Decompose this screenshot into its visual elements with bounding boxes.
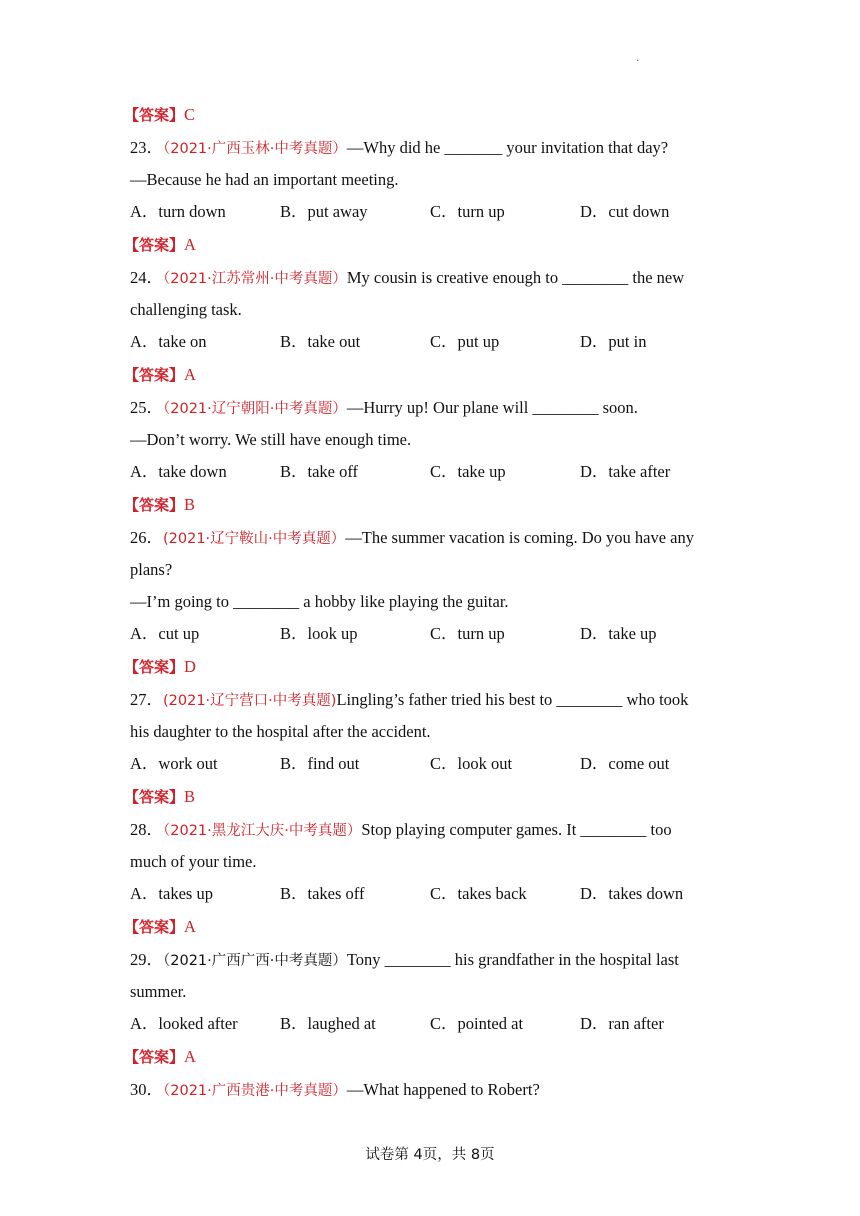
answer-label: 【答案】 [124, 366, 185, 384]
question-stem [130, 522, 740, 554]
answer-line [124, 910, 740, 944]
answer-line [124, 650, 740, 684]
answer-label: 【答案】 [124, 788, 185, 806]
option-a: A．take on [130, 332, 207, 351]
option-c: C．takes back [430, 884, 527, 903]
options-row [130, 456, 740, 488]
answer-line [124, 228, 740, 262]
answer-label: 【答案】 [124, 918, 185, 936]
answer-letter: A [184, 365, 196, 384]
option-d: D．take after [580, 462, 671, 481]
option-a: A．take down [130, 462, 227, 481]
question-text: —Why did he _______ your invitation that day? [346, 138, 669, 157]
questions-content [124, 98, 740, 1106]
question-block [124, 262, 740, 392]
options-row [130, 878, 740, 910]
option-a: A．work out [130, 754, 218, 773]
question-stem [130, 132, 740, 164]
answer-label: 【答案】 [124, 658, 185, 676]
header-mark: · [636, 56, 640, 67]
answer-letter: B [184, 787, 196, 806]
question-text-line: summer. [130, 982, 187, 1001]
question-source: （2021·江苏常州·中考真题） [163, 271, 347, 287]
answer-label: 【答案】 [124, 496, 185, 514]
question-number: 28． [130, 820, 163, 839]
answer-letter: A [184, 1047, 196, 1066]
answer-line [124, 488, 740, 522]
question-stem [130, 392, 740, 424]
option-b: B．put away [280, 202, 368, 221]
answer-label: 【答案】 [124, 1048, 185, 1066]
answer-letter: D [184, 657, 196, 676]
option-d: D．takes down [580, 884, 684, 903]
options-row [130, 748, 740, 780]
option-c: C．look out [430, 754, 513, 773]
option-d: D．put in [580, 332, 647, 351]
question-block [124, 944, 740, 1074]
question-text: —The summer vacation is coming. Do you have any [345, 528, 694, 547]
answer-letter: A [184, 917, 196, 936]
question-text: Lingling’s father tried his best to ________ who took [336, 690, 689, 709]
answer-line [124, 780, 740, 814]
answer-line [124, 98, 740, 132]
question-number: 29． [130, 950, 163, 969]
question-text-line: —I’m going to ________ a hobby like playing the guitar. [130, 592, 509, 611]
answer-line [124, 1040, 740, 1074]
answer-label: 【答案】 [124, 236, 185, 254]
question-stem [130, 944, 740, 976]
option-d: D．come out [580, 754, 670, 773]
options-row [130, 618, 740, 650]
question-text-line: his daughter to the hospital after the accident. [130, 722, 431, 741]
question-block [130, 1074, 740, 1106]
question-source: （2021·广西贵港·中考真题） [163, 1083, 347, 1099]
option-b: B．find out [280, 754, 360, 773]
option-d: D．ran after [580, 1014, 664, 1033]
question-source: （2021·黑龙江大庆·中考真题） [163, 823, 362, 839]
question-stem [130, 1074, 740, 1106]
options-row [130, 326, 740, 358]
question-stem [130, 684, 740, 716]
answer-letter: A [184, 235, 196, 254]
answer-label: 【答案】 [124, 106, 185, 124]
question-block [124, 392, 740, 522]
question-block [124, 132, 740, 262]
answer-line [124, 358, 740, 392]
option-a: A．takes up [130, 884, 213, 903]
question-block [124, 522, 740, 684]
options-row [130, 1008, 740, 1040]
question-number: 25． [130, 398, 163, 417]
question-text-line: much of your time. [130, 852, 257, 871]
question-source: （2021·广西广西·中考真题） [163, 953, 347, 969]
question-source: (2021·辽宁营口·中考真题) [163, 693, 337, 709]
option-d: D．take up [580, 624, 657, 643]
option-c: C．put up [430, 332, 500, 351]
option-d: D．cut down [580, 202, 670, 221]
question-block [124, 814, 740, 944]
question-text-line: plans? [130, 560, 173, 579]
option-a: A．turn down [130, 202, 226, 221]
question-stem [130, 814, 740, 846]
answer-letter: C [184, 105, 196, 124]
question-text-line: —Because he had an important meeting. [130, 170, 399, 189]
question-stem [130, 262, 740, 294]
answer-letter: B [184, 495, 196, 514]
question-number: 23． [130, 138, 163, 157]
option-a: A．cut up [130, 624, 200, 643]
question-text: My cousin is creative enough to ________ the new [346, 268, 685, 287]
option-b: B．take off [280, 462, 359, 481]
question-number: 24． [130, 268, 163, 287]
question-text-line: challenging task. [130, 300, 242, 319]
question-text: —Hurry up! Our plane will ________ soon. [346, 398, 638, 417]
option-c: C．turn up [430, 202, 505, 221]
question-source: （2021·辽宁朝阳·中考真题） [163, 401, 347, 417]
question-number: 26． [130, 528, 163, 547]
option-c: C．turn up [430, 624, 505, 643]
option-b: B．laughed at [280, 1014, 376, 1033]
option-b: B．takes off [280, 884, 365, 903]
question-text-line: —Don’t worry. We still have enough time. [130, 430, 412, 449]
question-block [124, 684, 740, 814]
question-text: Tony ________ his grandfather in the hospital last [346, 950, 679, 969]
options-row [130, 196, 740, 228]
page-footer: 试卷第 4页，共 8页 [365, 1147, 495, 1163]
option-c: C．pointed at [430, 1014, 524, 1033]
question-number: 30． [130, 1080, 163, 1099]
option-a: A．looked after [130, 1014, 238, 1033]
question-source: (2021·辽宁鞍山·中考真题） [163, 531, 346, 547]
question-number: 27． [130, 690, 163, 709]
option-c: C．take up [430, 462, 506, 481]
option-b: B．look up [280, 624, 358, 643]
question-text: Stop playing computer games. It ________ too [361, 820, 672, 839]
question-source: （2021·广西玉林·中考真题） [163, 141, 347, 157]
question-text: —What happened to Robert? [346, 1080, 540, 1099]
option-b: B．take out [280, 332, 361, 351]
